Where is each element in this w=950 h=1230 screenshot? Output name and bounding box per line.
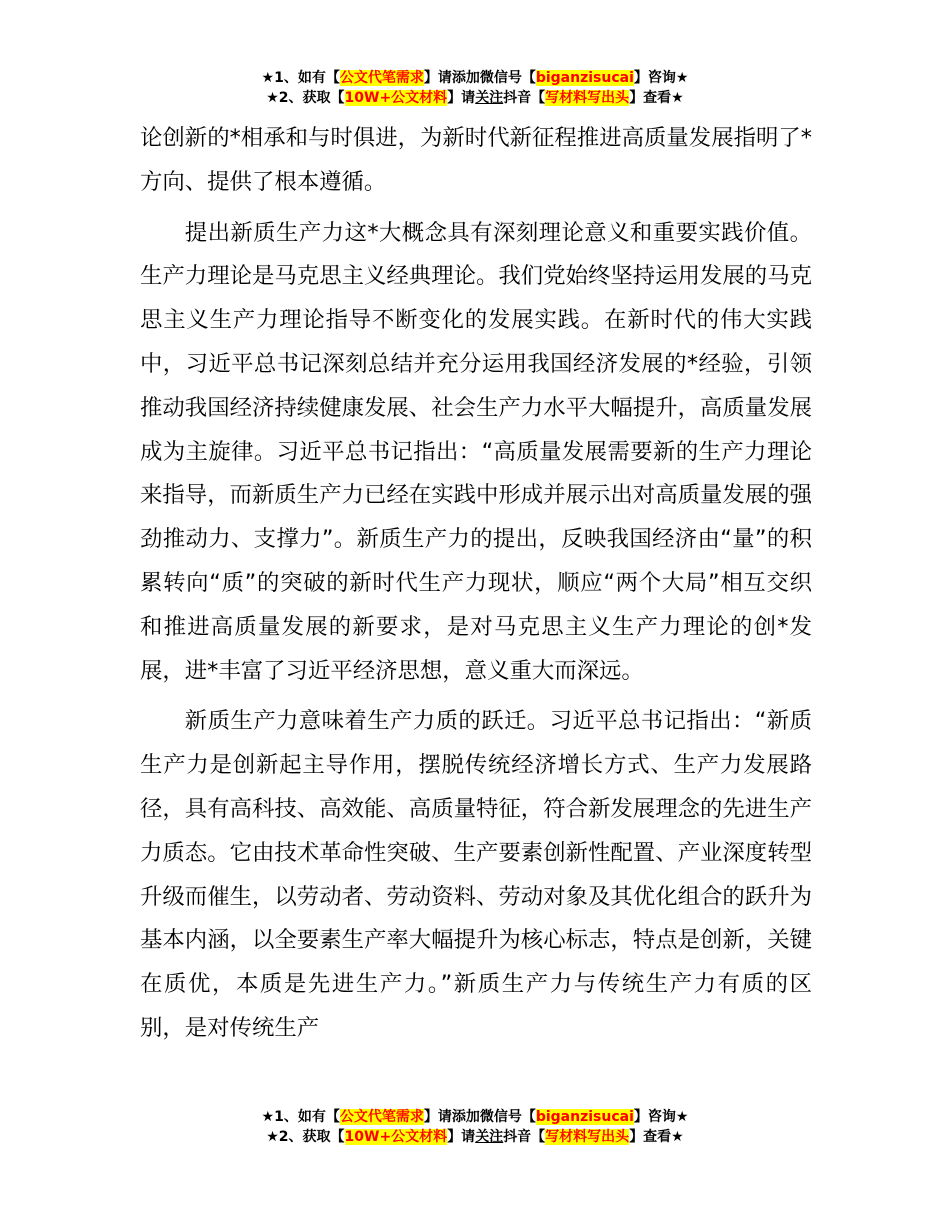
banner-text: ★1、如有【 <box>261 70 340 86</box>
follow-text: 关注 <box>475 1129 504 1145</box>
highlighted-service: 公文代笔需求 <box>339 1109 424 1125</box>
banner-text: 】请 <box>447 1129 476 1145</box>
banner-text: 抖音【 <box>503 1129 546 1145</box>
footer-banner-line-2 <box>0 1127 950 1147</box>
header-banner-line-2 <box>0 88 950 108</box>
wechat-id: biganzisucai <box>535 70 634 86</box>
header-ad-banner <box>0 68 950 108</box>
highlighted-materials: 10W+公文材料 <box>344 1129 448 1145</box>
banner-text: 】查看★ <box>629 90 684 106</box>
follow-text: 关注 <box>475 90 504 106</box>
douyin-account: 写材料写出头 <box>545 90 630 106</box>
highlighted-service: 公文代笔需求 <box>339 70 424 86</box>
banner-text: 抖音【 <box>503 90 546 106</box>
douyin-account: 写材料写出头 <box>545 1129 630 1145</box>
wechat-id: biganzisucai <box>535 1109 634 1125</box>
paragraph-continued: 论创新的*相承和与时俱进，为新时代新征程推进高质量发展指明了*方向、提供了根本遵循。 <box>140 125 812 195</box>
highlighted-materials: 10W+公文材料 <box>344 90 448 106</box>
banner-text: ★2、获取【 <box>266 90 345 106</box>
banner-text: ★1、如有【 <box>261 1109 340 1125</box>
banner-text: 】请添加微信号【 <box>423 1109 536 1125</box>
banner-text: 】查看★ <box>629 1129 684 1145</box>
banner-text: ★2、获取【 <box>266 1129 345 1145</box>
banner-text: 】请添加微信号【 <box>423 70 536 86</box>
banner-text: 】请 <box>447 90 476 106</box>
paragraph: 提出新质生产力这*大概念具有深刻理论意义和重要实践价值。生产力理论是马克思主义经典理论。我们党始终坚持运用发展的马克思主义生产力理论指导不断变化的发展实践。在新时代的伟大实践中，习近平总书记深刻总结并充分运用我国经济发展的*经验，引领推动我国经济持续健康发展、社会生产力水平大幅提升，高质量发展成为主旋律。习近平总书记指出：“高质量发展需要新的生产力理论来指导，而新质生产力已经在实践中形成并展示出对高质量发展的强劲推动力、支撑力”。新质生产力的提出，反映我国经济由“量”的积累转向“质”的突破的新时代生产力现状，顺应“两个大局”相互交织和推进高质量发展的新要求，是对马克思主义生产力理论的创*发展，进*丰富了习近平经济思想，意义重大而深远。 <box>140 219 812 684</box>
banner-text: 】咨询★ <box>633 70 689 86</box>
document-body <box>140 117 812 1051</box>
footer-banner-line-1 <box>0 1107 950 1127</box>
header-banner-line-1 <box>0 68 950 88</box>
paragraph: 新质生产力意味着生产力质的跃迁。习近平总书记指出：“新质生产力是创新起主导作用，摆脱传统经济增长方式、生产力发展路径，具有高科技、高效能、高质量特征，符合新发展理念的先进生产力质态。它由技术革命性突破、生产要素创新性配置、产业深度转型升级而催生，以劳动者、劳动资料、劳动对象及其优化组合的跃升为基本内涵，以全要素生产率大幅提升为核心标志，特点是创新，关键在质优，本质是先进生产力。”新质生产力与传统生产力有质的区别，是对传统生产 <box>140 708 812 1041</box>
footer-ad-banner <box>0 1107 950 1147</box>
banner-text: 】咨询★ <box>633 1109 689 1125</box>
